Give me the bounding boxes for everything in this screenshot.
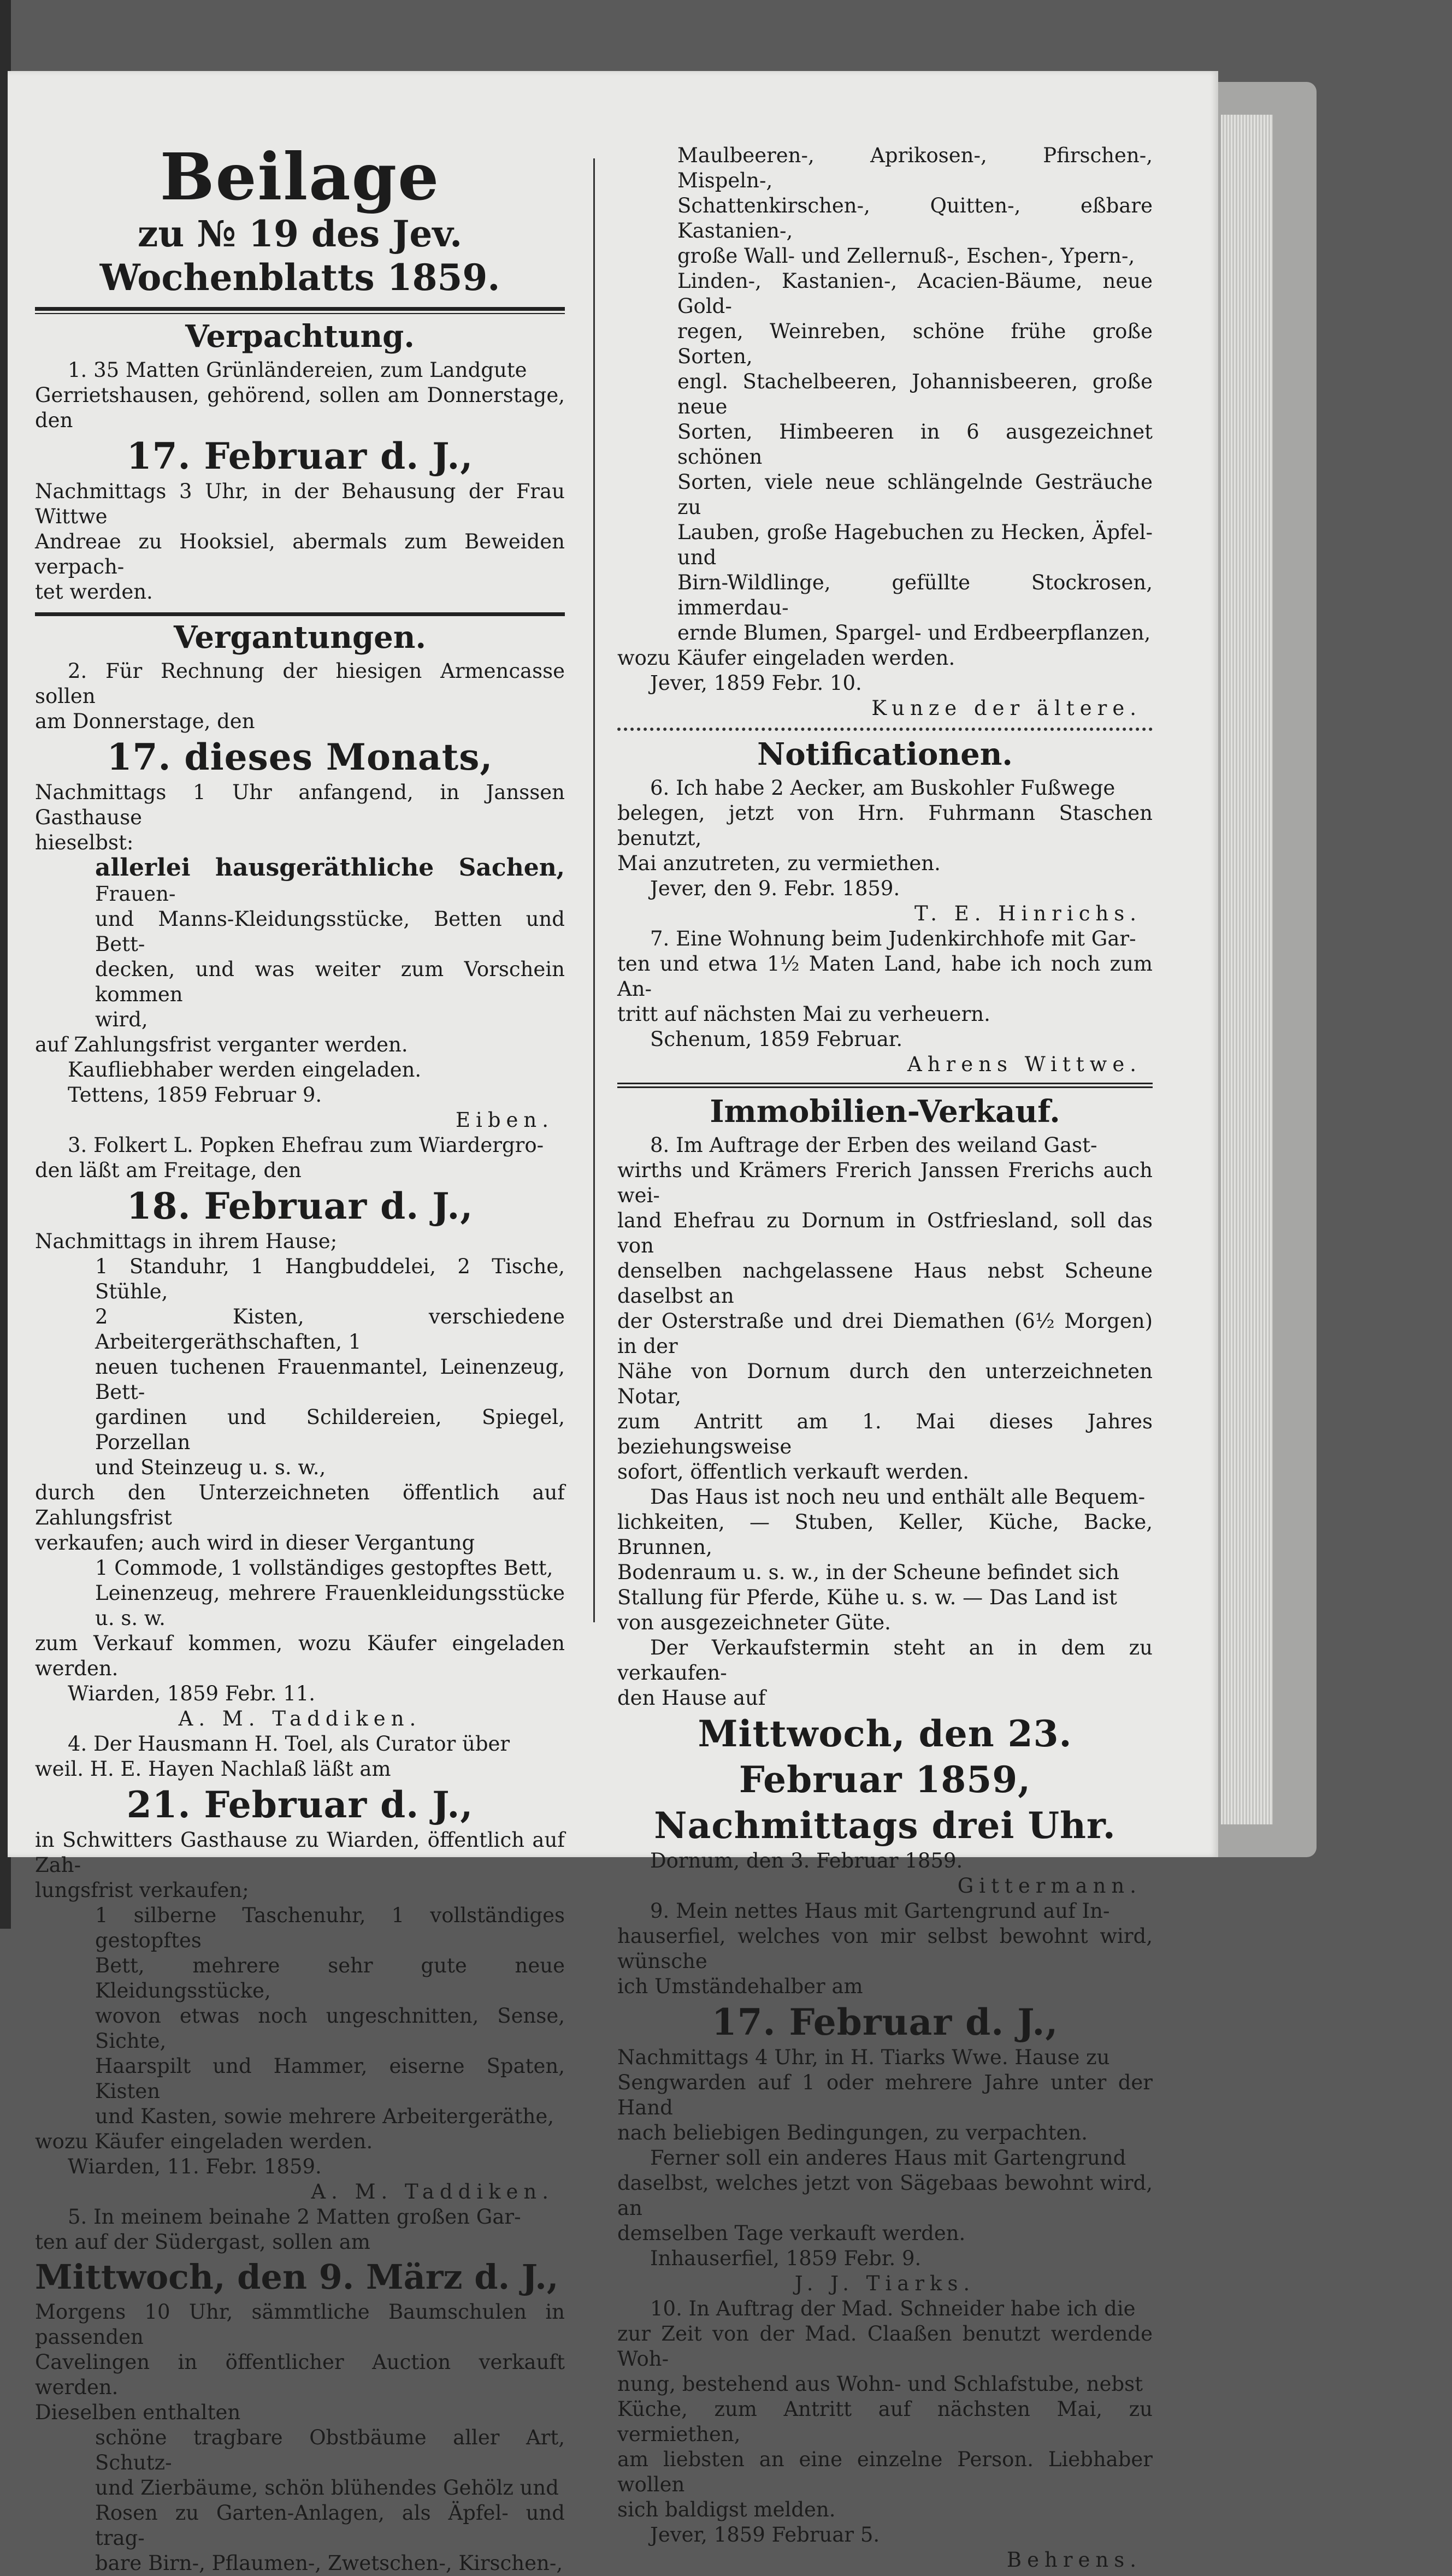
text-line: Stallung für Pferde, Kühe u. s. w. — Das Land ist <box>617 1586 1117 1609</box>
section-rule <box>617 728 1153 731</box>
text-line: Nachmittags 1 Uhr anfangend, in Janssen Gasthause <box>35 781 565 829</box>
text-line: Sengwarden auf 1 oder mehrere Jahre unter der Hand <box>617 2071 1153 2119</box>
goods-line: Rosen zu Garten-Anlagen, als Äpfel- und trag- <box>95 2501 565 2550</box>
text-line: weil. H. E. Hayen Nachlaß läßt am <box>35 1757 391 1781</box>
text-line: belegen, jetzt von Hrn. Fuhrmann Staschen benutzt, <box>617 801 1153 850</box>
goods-line: Birn-Wildlinge, gefüllte Stockrosen, immerdau- <box>677 571 1153 619</box>
place-date: Wiarden, 1859 Febr. 11. <box>68 1682 316 1705</box>
text-line: wozu Käufer eingeladen werden. <box>617 646 955 670</box>
text-line: Kaufliebhaber werden eingeladen. <box>68 1058 422 1082</box>
text-line: ich Umständehalber am <box>617 1975 863 1998</box>
text-line: Der Verkaufstermin steht an in dem zu verkaufen- <box>617 1636 1153 1685</box>
goods-line: wird, <box>95 1008 148 1031</box>
goods-line: Linden-, Kastanien-, Acacien-Bäume, neue Gold- <box>677 269 1153 318</box>
text-line: 6. Ich habe 2 Aecker, am Buskohler Fußwege <box>650 776 1115 800</box>
text-line: lichkeiten, — Stuben, Keller, Küche, Backe, Brunnen, <box>617 1510 1153 1559</box>
text-line: 8. Im Auftrage der Erben des weiland Gast- <box>650 1133 1097 1157</box>
place-date: Jever, den 9. Febr. 1859. <box>650 877 900 900</box>
section-heading-notificationen: Notificationen. <box>757 736 1013 772</box>
section-rule <box>35 612 565 616</box>
signer: A. M. Taddiken. <box>311 2180 554 2203</box>
goods-line: Schattenkirschen-, Quitten-, eßbare Kastanien-, <box>677 194 1153 243</box>
section-heading-immobilien: Immobilien-Verkauf. <box>710 1094 1060 1130</box>
place-date: Jever, 1859 Februar 5. <box>650 2523 880 2547</box>
goods-line: Sorten, Himbeeren in 6 ausgezeichnet schönen <box>677 420 1153 469</box>
place-date: Dornum, den 3. Februar 1859. <box>650 1849 963 1872</box>
text-line: den läßt am Freitage, den <box>35 1159 302 1182</box>
signer: A. M. Taddiken. <box>178 1707 422 1730</box>
page-stack-edge <box>1221 115 1273 1824</box>
text-line: Gerrietshausen, gehörend, sollen am Donnerstage, den <box>35 383 565 432</box>
text-line: ten und etwa 1½ Maten Land, habe ich noch zum An- <box>617 952 1153 1001</box>
text-line: Nachmittags 4 Uhr, in H. Tiarks Wwe. Hause zu <box>617 2046 1110 2069</box>
goods-line: 1 Commode, 1 vollständiges gestopftes Bett, <box>95 1556 553 1580</box>
goods-line: decken, und was weiter zum Vorschein kommen <box>95 958 565 1006</box>
goods-rest: Frauen- <box>95 882 176 906</box>
text-line: wozu Käufer eingeladen werden. <box>35 2130 373 2153</box>
supplement-subtitle: zu № 19 des Jev. Wochenblatts 1859. <box>99 212 500 299</box>
signer: Gittermann. <box>957 1874 1142 1898</box>
text-line: nung, bestehend aus Wohn- und Schlafstube, nebst <box>617 2372 1143 2396</box>
text-line: am liebsten an eine einzelne Person. Liebhaber wollen <box>617 2448 1153 2496</box>
auction-time: Nachmittags drei Uhr. <box>654 1804 1116 1847</box>
text-line: Mai anzutreten, zu vermiethen. <box>617 852 941 875</box>
text-line: ten auf der Südergast, sollen am <box>35 2230 370 2254</box>
place-date: Jever, 1859 Febr. 10. <box>650 671 862 695</box>
text-line: 9. Mein nettes Haus mit Gartengrund auf In- <box>650 1899 1110 1923</box>
signer: Behrens. <box>1006 2548 1142 2572</box>
text-line: wirths und Krämers Frerich Janssen Frerichs auch wei- <box>617 1159 1153 1207</box>
text-line: 4. Der Hausmann H. Toel, als Curator über <box>68 1732 510 1756</box>
right-column <box>617 143 1153 2573</box>
goods-line: Maulbeeren-, Aprikosen-, Pfirschen-, Mispeln-, <box>677 144 1153 192</box>
goods-line: bare Birn-, Pflaumen-, Zwetschen-, Kirschen-, <box>95 2551 563 2575</box>
goods-line: engl. Stachelbeeren, Johannisbeeren, große neue <box>677 370 1153 418</box>
goods-line: 1 silberne Taschenuhr, 1 vollständiges gestopftes <box>95 1904 565 1952</box>
goods-line: und Zierbäume, schön blühendes Gehölz und <box>95 2476 559 2500</box>
goods-line: und Steinzeug u. s. w., <box>95 1456 326 1479</box>
text-line: Nachmittags in ihrem Hause; <box>35 1230 338 1253</box>
goods-line: ernde Blumen, Spargel- und Erdbeerpflanzen, <box>677 621 1151 645</box>
goods-line: 2 Kisten, verschiedene Arbeitergeräthschaften, 1 <box>95 1305 565 1354</box>
text-line: in Schwitters Gasthause zu Wiarden, öffentlich auf Zah- <box>35 1828 565 1877</box>
goods-line: Bett, mehrere sehr gute neue Kleidungsstücke, <box>95 1954 565 2002</box>
supplement-title: Beilage <box>160 139 440 215</box>
text-line: Ferner soll ein anderes Haus mit Gartengrund <box>650 2146 1126 2170</box>
text-line: Nähe von Dornum durch den unterzeichneten Notar, <box>617 1360 1153 1408</box>
text-line: 1. 35 Matten Grünländereien, zum Landgute <box>68 358 527 382</box>
text-line: 7. Eine Wohnung beim Judenkirchhofe mit Gar- <box>650 927 1136 950</box>
text-line: demselben Tage verkauft werden. <box>617 2221 966 2245</box>
text-line: 5. In meinem beinahe 2 Matten großen Gar- <box>68 2205 521 2229</box>
column-divider <box>593 158 595 1622</box>
place-date: Schenum, 1859 Februar. <box>650 1027 903 1051</box>
goods-line: regen, Weinreben, schöne frühe große Sorten, <box>677 320 1153 368</box>
text-line: hauserfiel, welches von mir selbst bewohnt wird, wünsche <box>617 1924 1153 1973</box>
text-line: den Hause auf <box>617 1686 766 1710</box>
auction-date: 18. Februar d. J., <box>126 1185 474 1227</box>
signer: J. J. Tiarks. <box>794 2272 976 2295</box>
auction-date: 21. Februar d. J., <box>126 1783 474 1826</box>
text-line: 3. Folkert L. Popken Ehefrau zum Wiardergro- <box>68 1133 544 1157</box>
goods-line: Sorten, viele neue schlängelnde Gesträuche zu <box>677 470 1153 519</box>
header-rule <box>35 307 565 311</box>
goods-line: und Manns-Kleidungsstücke, Betten und Bett- <box>95 907 565 956</box>
text-line: durch den Unterzeichneten öffentlich auf Zahlungsfrist <box>35 1481 565 1529</box>
text-line: von ausgezeichneter Güte. <box>617 1611 891 1634</box>
auction-date: 17. Februar d. J., <box>126 435 474 477</box>
text-line: am Donnerstage, den <box>35 710 255 733</box>
signer: Kunze der ältere. <box>871 696 1142 720</box>
goods-line: Haarspilt und Hammer, eiserne Spaten, Kisten <box>95 2054 565 2103</box>
goods-line: gardinen und Schildereien, Spiegel, Porzellan <box>95 1405 565 1454</box>
auction-date: 17. dieses Monats, <box>107 736 493 778</box>
goods-line: schöne tragbare Obstbäume aller Art, Schutz- <box>95 2426 565 2474</box>
section-heading-verpachtung: Verpachtung. <box>185 318 415 355</box>
place-date: Tettens, 1859 Februar 9. <box>68 1083 322 1107</box>
text-line: 10. In Auftrag der Mad. Schneider habe ich die <box>650 2297 1136 2320</box>
signer: Ahrens Wittwe. <box>907 1053 1142 1076</box>
text-line: Dieselben enthalten <box>35 2401 241 2424</box>
text-line: Nachmittags 3 Uhr, in der Behausung der Frau Wittwe <box>35 480 565 528</box>
goods-line: große Wall- und Zellernuß-, Eschen-, Ypern-, <box>677 244 1135 268</box>
text-line: Andreae zu Hooksiel, abermals zum Beweiden verpach- <box>35 530 565 578</box>
text-line: land Ehefrau zu Dornum in Ostfriesland, soll das von <box>617 1209 1153 1257</box>
goods-line: 1 Standuhr, 1 Hangbuddelei, 2 Tische, Stühle, <box>95 1255 565 1303</box>
text-line: tritt auf nächsten Mai zu verheuern. <box>617 1002 990 1026</box>
goods-line: und Kasten, sowie mehrere Arbeitergeräthe, <box>95 2105 554 2128</box>
left-column <box>35 139 565 2576</box>
auction-date: 17. Februar d. J., <box>711 2001 1059 2043</box>
text-line: der Osterstraße und drei Diemathen (6½ Morgen) in der <box>617 1309 1153 1358</box>
text-line: Morgens 10 Uhr, sämmtliche Baumschulen in passenden <box>35 2300 565 2349</box>
goods-line <box>35 855 565 907</box>
section-rule <box>617 1083 1153 1088</box>
place-date: Wiarden, 11. Febr. 1859. <box>68 2155 322 2178</box>
text-line: zum Verkauf kommen, wozu Käufer eingeladen werden. <box>35 1632 565 1680</box>
text-line: daselbst, welches jetzt von Sägebaas bewohnt wird, an <box>617 2171 1153 2220</box>
place-date: Inhauserfiel, 1859 Febr. 9. <box>650 2247 922 2270</box>
text-line: denselben nachgelassene Haus nebst Scheune daselbst an <box>617 1259 1153 1308</box>
text-line: zum Antritt am 1. Mai dieses Jahres beziehungsweise <box>617 1410 1153 1458</box>
goods-line: Lauben, große Hagebuchen zu Hecken, Äpfel- und <box>677 521 1153 569</box>
text-line: Bodenraum u. s. w., in der Scheune befindet sich <box>617 1561 1119 1584</box>
text-line: zur Zeit von der Mad. Claaßen benutzt werdende Woh- <box>617 2322 1153 2371</box>
text-line: Cavelingen in öffentlicher Auction verkauft werden. <box>35 2350 565 2399</box>
text-line: auf Zahlungsfrist verganter werden. <box>35 1033 408 1056</box>
auction-date: Mittwoch, den 23. Februar 1859, <box>698 1712 1072 1801</box>
auction-date: Mittwoch, den 9. März d. J., <box>35 2257 559 2297</box>
goods-line: wovon etwas noch ungeschnitten, Sense, Sichte, <box>95 2004 565 2053</box>
goods-bold: allerlei hausgeräthliche Sachen, <box>95 854 565 882</box>
text-line: Küche, zum Antritt auf nächsten Mai, zu vermiethen, <box>617 2397 1153 2446</box>
text-line: sich baldigst melden. <box>617 2498 836 2521</box>
text-line: lungsfrist verkaufen; <box>35 1878 249 1902</box>
text-line: hieselbst: <box>35 831 134 854</box>
goods-line: neuen tuchenen Frauenmantel, Leinenzeug, Bett- <box>95 1355 565 1404</box>
signer: T. E. Hinrichs. <box>914 902 1142 925</box>
section-heading-vergantungen: Vergantungen. <box>174 619 426 655</box>
goods-line: Leinenzeug, mehrere Frauenkleidungsstücke u. s. w. <box>95 1581 565 1630</box>
text-line: verkaufen; auch wird in dieser Vergantung <box>35 1531 475 1555</box>
text-line: nach beliebigen Bedingungen, zu verpachten. <box>617 2121 1088 2144</box>
text-line: tet werden. <box>35 580 153 604</box>
text-line: sofort, öffentlich verkauft werden. <box>617 1460 969 1484</box>
text-line: 2. Für Rechnung der hiesigen Armencasse sollen <box>35 659 565 708</box>
signer: Eiben. <box>455 1108 554 1132</box>
header-rule-thin <box>35 313 565 314</box>
text-line: Das Haus ist noch neu und enthält alle Bequem- <box>650 1485 1146 1509</box>
